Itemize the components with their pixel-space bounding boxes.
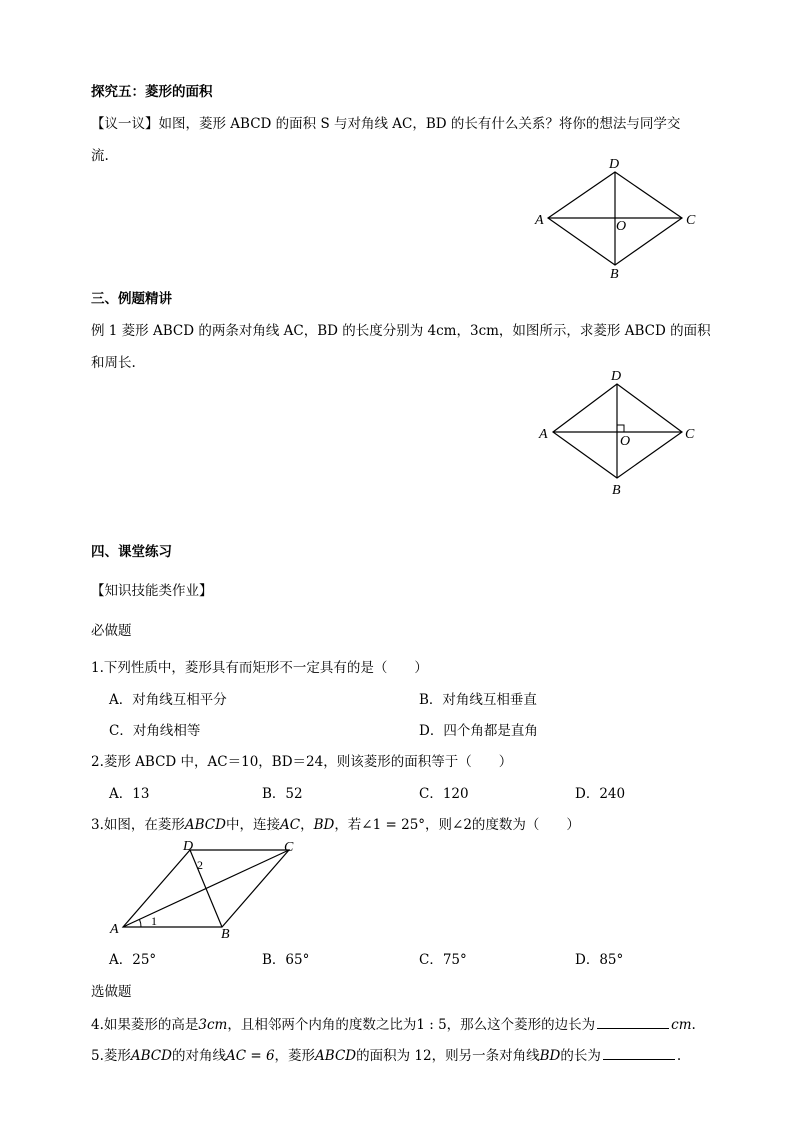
q4-text: 4.如果菱形的高是3cm，且相邻两个内角的度数之比为1 : 5，那么这个菱形的边长为 cm. xyxy=(91,1014,696,1034)
label-b-2: B xyxy=(612,483,621,498)
discuss-line-1: 【议一议】如图，菱形 ABCD 的面积 S 与对角线 AC，BD 的长有什么关系？将你的想法与同学交 xyxy=(91,116,681,132)
section4-heading: 四、课堂练习 xyxy=(91,544,172,560)
q3-option-b: B．65° xyxy=(262,952,310,968)
q3-option-c: C．75° xyxy=(419,952,467,968)
angle-label-2: 2 xyxy=(197,858,203,872)
label-b-1: B xyxy=(610,267,619,282)
q1-option-d: D．四个角都是直角 xyxy=(419,723,538,739)
angle1-arc xyxy=(140,920,142,928)
q3-stem: 3.如图，在菱形ABCD中，连接AC，BD，若∠1 = 25°，则∠2的度数为（ ） xyxy=(91,817,580,833)
label-c-3: C xyxy=(284,840,294,855)
q4-answer-blank[interactable] xyxy=(597,1014,669,1029)
diagonal-bd-3 xyxy=(190,850,222,927)
example-line-2: 和周长. xyxy=(91,355,136,371)
q3-option-a: A．25° xyxy=(109,952,157,968)
label-a-1: A xyxy=(535,213,544,228)
right-angle-mark xyxy=(617,425,624,432)
q1-option-b: B．对角线互相垂直 xyxy=(419,692,537,708)
label-c-2: C xyxy=(685,427,695,442)
optional-label: 选做题 xyxy=(91,984,132,1000)
discuss-line-2: 流. xyxy=(91,148,109,164)
rhombus-figure-1 xyxy=(520,150,710,285)
example-line-1: 例 1 菱形 ABCD 的两条对角线 AC，BD 的长度分别为 4cm，3cm，如图所示，求菱形 ABCD 的面积 xyxy=(91,323,711,339)
section5-heading: 探究五：菱形的面积 xyxy=(91,84,213,100)
label-o-2: O xyxy=(620,434,631,449)
section3-heading: 三、例题精讲 xyxy=(91,291,172,307)
parallelogram-figure xyxy=(105,836,315,946)
label-d-3: D xyxy=(183,839,194,854)
label-a-2: A xyxy=(539,427,548,442)
label-c-1: C xyxy=(686,213,696,228)
label-d-2: D xyxy=(611,369,622,384)
q3-option-d: D．85° xyxy=(575,952,624,968)
q5-answer-blank[interactable] xyxy=(603,1045,675,1060)
angle-label-1: 1 xyxy=(151,914,157,928)
homework-category: 【知识技能类作业】 xyxy=(91,583,213,599)
label-b-3: B xyxy=(221,927,230,942)
label-a-3: A xyxy=(110,922,119,937)
required-label: 必做题 xyxy=(91,623,132,639)
label-d-1: D xyxy=(609,157,620,172)
q2-stem: 2.菱形 ABCD 中，AC＝10，BD＝24，则该菱形的面积等于（ ） xyxy=(91,754,513,770)
q2-option-b: B．52 xyxy=(262,786,303,802)
q2-option-d: D．240 xyxy=(575,786,626,802)
q2-option-c: C．120 xyxy=(419,786,469,802)
q1-option-a: A．对角线互相平分 xyxy=(109,692,227,708)
q1-stem: 1.下列性质中，菱形具有而矩形不一定具有的是（ ） xyxy=(91,660,428,676)
q5-text: 5.菱形ABCD的对角线AC = 6，菱形ABCD的面积为 12，则另一条对角线BD的长为 . xyxy=(91,1045,681,1065)
q2-option-a: A．13 xyxy=(109,786,150,802)
label-o-1: O xyxy=(616,219,627,234)
rhombus-figure-2 xyxy=(520,362,710,502)
q1-option-c: C．对角线相等 xyxy=(109,723,201,739)
